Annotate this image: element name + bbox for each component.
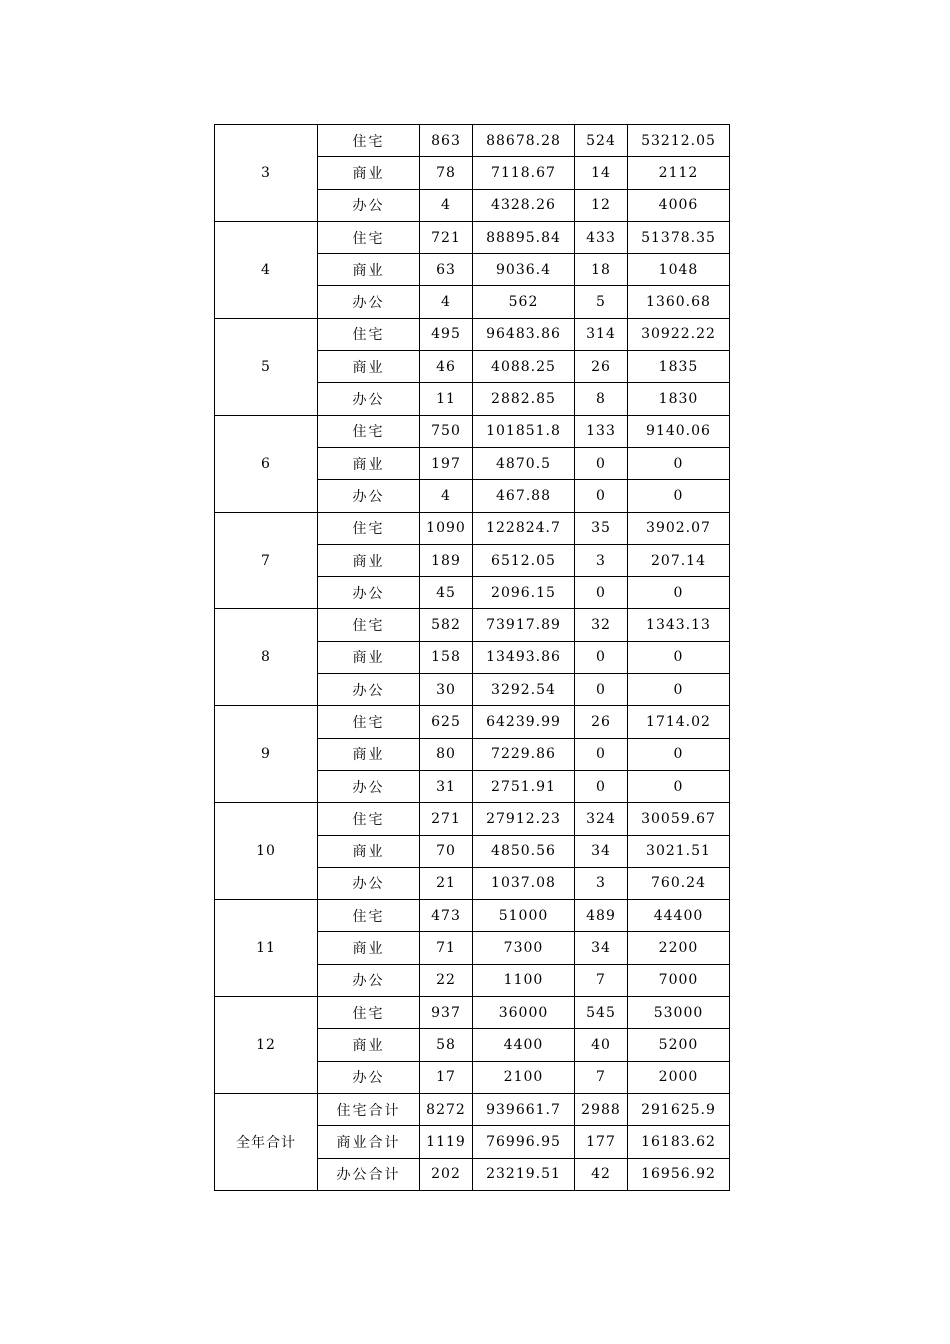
category-cell: 办公 bbox=[318, 286, 420, 318]
category-cell: 办公 bbox=[318, 480, 420, 512]
count-a-cell: 937 bbox=[420, 997, 473, 1029]
category-cell: 办公合计 bbox=[318, 1158, 420, 1190]
group-label-cell: 5 bbox=[215, 318, 318, 415]
area-a-cell: 122824.7 bbox=[473, 512, 575, 544]
area-b-cell: 30922.22 bbox=[628, 318, 730, 350]
area-b-cell: 1360.68 bbox=[628, 286, 730, 318]
table-row bbox=[215, 512, 730, 544]
category-cell: 商业 bbox=[318, 738, 420, 770]
area-b-cell: 53212.05 bbox=[628, 125, 730, 157]
area-b-cell: 1835 bbox=[628, 351, 730, 383]
count-a-cell: 4 bbox=[420, 480, 473, 512]
count-b-cell: 2988 bbox=[575, 1093, 628, 1125]
area-b-cell: 44400 bbox=[628, 900, 730, 932]
group-label-cell: 全年合计 bbox=[215, 1093, 318, 1190]
count-b-cell: 26 bbox=[575, 351, 628, 383]
area-a-cell: 467.88 bbox=[473, 480, 575, 512]
count-b-cell: 489 bbox=[575, 900, 628, 932]
area-a-cell: 939661.7 bbox=[473, 1093, 575, 1125]
area-a-cell: 36000 bbox=[473, 997, 575, 1029]
count-a-cell: 202 bbox=[420, 1158, 473, 1190]
category-cell: 办公 bbox=[318, 964, 420, 996]
area-b-cell: 760.24 bbox=[628, 867, 730, 899]
count-b-cell: 3 bbox=[575, 867, 628, 899]
count-a-cell: 31 bbox=[420, 770, 473, 802]
category-cell: 办公 bbox=[318, 674, 420, 706]
count-b-cell: 34 bbox=[575, 835, 628, 867]
category-cell: 办公 bbox=[318, 189, 420, 221]
category-cell: 商业 bbox=[318, 641, 420, 673]
area-b-cell: 0 bbox=[628, 577, 730, 609]
category-cell: 商业 bbox=[318, 835, 420, 867]
count-a-cell: 71 bbox=[420, 932, 473, 964]
count-a-cell: 78 bbox=[420, 157, 473, 189]
count-a-cell: 1090 bbox=[420, 512, 473, 544]
area-b-cell: 0 bbox=[628, 480, 730, 512]
area-a-cell: 562 bbox=[473, 286, 575, 318]
area-b-cell: 2200 bbox=[628, 932, 730, 964]
area-b-cell: 0 bbox=[628, 674, 730, 706]
area-b-cell: 291625.9 bbox=[628, 1093, 730, 1125]
category-cell: 商业 bbox=[318, 932, 420, 964]
group-label-cell: 9 bbox=[215, 706, 318, 803]
area-b-cell: 0 bbox=[628, 641, 730, 673]
table-row bbox=[215, 609, 730, 641]
count-b-cell: 0 bbox=[575, 577, 628, 609]
count-b-cell: 34 bbox=[575, 932, 628, 964]
category-cell: 住宅 bbox=[318, 803, 420, 835]
table-row bbox=[215, 1093, 730, 1125]
count-a-cell: 45 bbox=[420, 577, 473, 609]
category-cell: 商业 bbox=[318, 1029, 420, 1061]
count-b-cell: 7 bbox=[575, 964, 628, 996]
group-label-cell: 12 bbox=[215, 997, 318, 1094]
count-a-cell: 750 bbox=[420, 415, 473, 447]
area-b-cell: 2112 bbox=[628, 157, 730, 189]
area-b-cell: 53000 bbox=[628, 997, 730, 1029]
count-b-cell: 26 bbox=[575, 706, 628, 738]
category-cell: 商业 bbox=[318, 157, 420, 189]
area-a-cell: 4328.26 bbox=[473, 189, 575, 221]
count-b-cell: 35 bbox=[575, 512, 628, 544]
category-cell: 商业 bbox=[318, 351, 420, 383]
area-a-cell: 3292.54 bbox=[473, 674, 575, 706]
category-cell: 住宅 bbox=[318, 221, 420, 253]
count-b-cell: 18 bbox=[575, 254, 628, 286]
count-b-cell: 545 bbox=[575, 997, 628, 1029]
area-a-cell: 88895.84 bbox=[473, 221, 575, 253]
group-label-cell: 3 bbox=[215, 125, 318, 222]
area-b-cell: 0 bbox=[628, 738, 730, 770]
count-b-cell: 0 bbox=[575, 641, 628, 673]
area-a-cell: 7118.67 bbox=[473, 157, 575, 189]
category-cell: 办公 bbox=[318, 1061, 420, 1093]
area-a-cell: 7300 bbox=[473, 932, 575, 964]
area-b-cell: 16183.62 bbox=[628, 1126, 730, 1158]
category-cell: 商业 bbox=[318, 254, 420, 286]
count-b-cell: 40 bbox=[575, 1029, 628, 1061]
category-cell: 住宅合计 bbox=[318, 1093, 420, 1125]
area-b-cell: 0 bbox=[628, 447, 730, 479]
category-cell: 商业 bbox=[318, 447, 420, 479]
area-b-cell: 1830 bbox=[628, 383, 730, 415]
count-b-cell: 524 bbox=[575, 125, 628, 157]
area-a-cell: 23219.51 bbox=[473, 1158, 575, 1190]
area-a-cell: 76996.95 bbox=[473, 1126, 575, 1158]
area-a-cell: 4850.56 bbox=[473, 835, 575, 867]
category-cell: 住宅 bbox=[318, 706, 420, 738]
area-a-cell: 2751.91 bbox=[473, 770, 575, 802]
table-row bbox=[215, 803, 730, 835]
area-a-cell: 13493.86 bbox=[473, 641, 575, 673]
count-a-cell: 46 bbox=[420, 351, 473, 383]
category-cell: 办公 bbox=[318, 577, 420, 609]
area-a-cell: 96483.86 bbox=[473, 318, 575, 350]
category-cell: 住宅 bbox=[318, 609, 420, 641]
count-a-cell: 625 bbox=[420, 706, 473, 738]
count-a-cell: 473 bbox=[420, 900, 473, 932]
area-a-cell: 4400 bbox=[473, 1029, 575, 1061]
category-cell: 住宅 bbox=[318, 415, 420, 447]
table-row bbox=[215, 125, 730, 157]
count-b-cell: 133 bbox=[575, 415, 628, 447]
area-a-cell: 6512.05 bbox=[473, 544, 575, 576]
area-a-cell: 7229.86 bbox=[473, 738, 575, 770]
area-b-cell: 2000 bbox=[628, 1061, 730, 1093]
count-a-cell: 30 bbox=[420, 674, 473, 706]
category-cell: 办公 bbox=[318, 770, 420, 802]
count-b-cell: 0 bbox=[575, 770, 628, 802]
count-a-cell: 4 bbox=[420, 189, 473, 221]
category-cell: 住宅 bbox=[318, 125, 420, 157]
group-label-cell: 4 bbox=[215, 221, 318, 318]
group-label-cell: 10 bbox=[215, 803, 318, 900]
category-cell: 办公 bbox=[318, 383, 420, 415]
area-b-cell: 1048 bbox=[628, 254, 730, 286]
group-label-cell: 11 bbox=[215, 900, 318, 997]
count-a-cell: 17 bbox=[420, 1061, 473, 1093]
count-a-cell: 4 bbox=[420, 286, 473, 318]
group-label-cell: 8 bbox=[215, 609, 318, 706]
category-cell: 商业 bbox=[318, 544, 420, 576]
count-a-cell: 21 bbox=[420, 867, 473, 899]
count-a-cell: 58 bbox=[420, 1029, 473, 1061]
area-b-cell: 30059.67 bbox=[628, 803, 730, 835]
count-a-cell: 271 bbox=[420, 803, 473, 835]
area-b-cell: 5200 bbox=[628, 1029, 730, 1061]
group-label-cell: 6 bbox=[215, 415, 318, 512]
category-cell: 住宅 bbox=[318, 512, 420, 544]
area-a-cell: 2882.85 bbox=[473, 383, 575, 415]
area-b-cell: 1714.02 bbox=[628, 706, 730, 738]
area-b-cell: 51378.35 bbox=[628, 221, 730, 253]
count-b-cell: 42 bbox=[575, 1158, 628, 1190]
area-a-cell: 2100 bbox=[473, 1061, 575, 1093]
area-a-cell: 88678.28 bbox=[473, 125, 575, 157]
area-b-cell: 3021.51 bbox=[628, 835, 730, 867]
category-cell: 住宅 bbox=[318, 997, 420, 1029]
count-a-cell: 495 bbox=[420, 318, 473, 350]
count-a-cell: 863 bbox=[420, 125, 473, 157]
area-a-cell: 9036.4 bbox=[473, 254, 575, 286]
area-a-cell: 1100 bbox=[473, 964, 575, 996]
count-b-cell: 5 bbox=[575, 286, 628, 318]
count-b-cell: 8 bbox=[575, 383, 628, 415]
data-table bbox=[214, 124, 730, 1191]
area-b-cell: 16956.92 bbox=[628, 1158, 730, 1190]
count-a-cell: 80 bbox=[420, 738, 473, 770]
count-a-cell: 70 bbox=[420, 835, 473, 867]
area-b-cell: 0 bbox=[628, 770, 730, 802]
count-b-cell: 0 bbox=[575, 738, 628, 770]
category-cell: 住宅 bbox=[318, 900, 420, 932]
area-b-cell: 7000 bbox=[628, 964, 730, 996]
area-b-cell: 207.14 bbox=[628, 544, 730, 576]
table-body bbox=[215, 125, 730, 1191]
area-b-cell: 1343.13 bbox=[628, 609, 730, 641]
count-a-cell: 189 bbox=[420, 544, 473, 576]
count-b-cell: 0 bbox=[575, 480, 628, 512]
count-a-cell: 1119 bbox=[420, 1126, 473, 1158]
count-a-cell: 63 bbox=[420, 254, 473, 286]
table-row bbox=[215, 706, 730, 738]
count-b-cell: 314 bbox=[575, 318, 628, 350]
table-row bbox=[215, 221, 730, 253]
table-row bbox=[215, 415, 730, 447]
area-b-cell: 9140.06 bbox=[628, 415, 730, 447]
category-cell: 商业合计 bbox=[318, 1126, 420, 1158]
count-a-cell: 721 bbox=[420, 221, 473, 253]
category-cell: 办公 bbox=[318, 867, 420, 899]
area-b-cell: 3902.07 bbox=[628, 512, 730, 544]
group-label-cell: 7 bbox=[215, 512, 318, 609]
count-b-cell: 14 bbox=[575, 157, 628, 189]
count-a-cell: 158 bbox=[420, 641, 473, 673]
count-b-cell: 7 bbox=[575, 1061, 628, 1093]
table-row bbox=[215, 900, 730, 932]
count-a-cell: 11 bbox=[420, 383, 473, 415]
area-a-cell: 4088.25 bbox=[473, 351, 575, 383]
count-a-cell: 582 bbox=[420, 609, 473, 641]
count-b-cell: 324 bbox=[575, 803, 628, 835]
count-b-cell: 3 bbox=[575, 544, 628, 576]
area-a-cell: 2096.15 bbox=[473, 577, 575, 609]
count-b-cell: 433 bbox=[575, 221, 628, 253]
area-b-cell: 4006 bbox=[628, 189, 730, 221]
area-a-cell: 51000 bbox=[473, 900, 575, 932]
count-b-cell: 32 bbox=[575, 609, 628, 641]
count-b-cell: 177 bbox=[575, 1126, 628, 1158]
area-a-cell: 101851.8 bbox=[473, 415, 575, 447]
area-a-cell: 4870.5 bbox=[473, 447, 575, 479]
count-b-cell: 0 bbox=[575, 447, 628, 479]
area-a-cell: 1037.08 bbox=[473, 867, 575, 899]
area-a-cell: 27912.23 bbox=[473, 803, 575, 835]
count-a-cell: 22 bbox=[420, 964, 473, 996]
count-b-cell: 0 bbox=[575, 674, 628, 706]
table-row bbox=[215, 318, 730, 350]
count-b-cell: 12 bbox=[575, 189, 628, 221]
area-a-cell: 64239.99 bbox=[473, 706, 575, 738]
table-row bbox=[215, 997, 730, 1029]
category-cell: 住宅 bbox=[318, 318, 420, 350]
count-a-cell: 8272 bbox=[420, 1093, 473, 1125]
count-a-cell: 197 bbox=[420, 447, 473, 479]
area-a-cell: 73917.89 bbox=[473, 609, 575, 641]
